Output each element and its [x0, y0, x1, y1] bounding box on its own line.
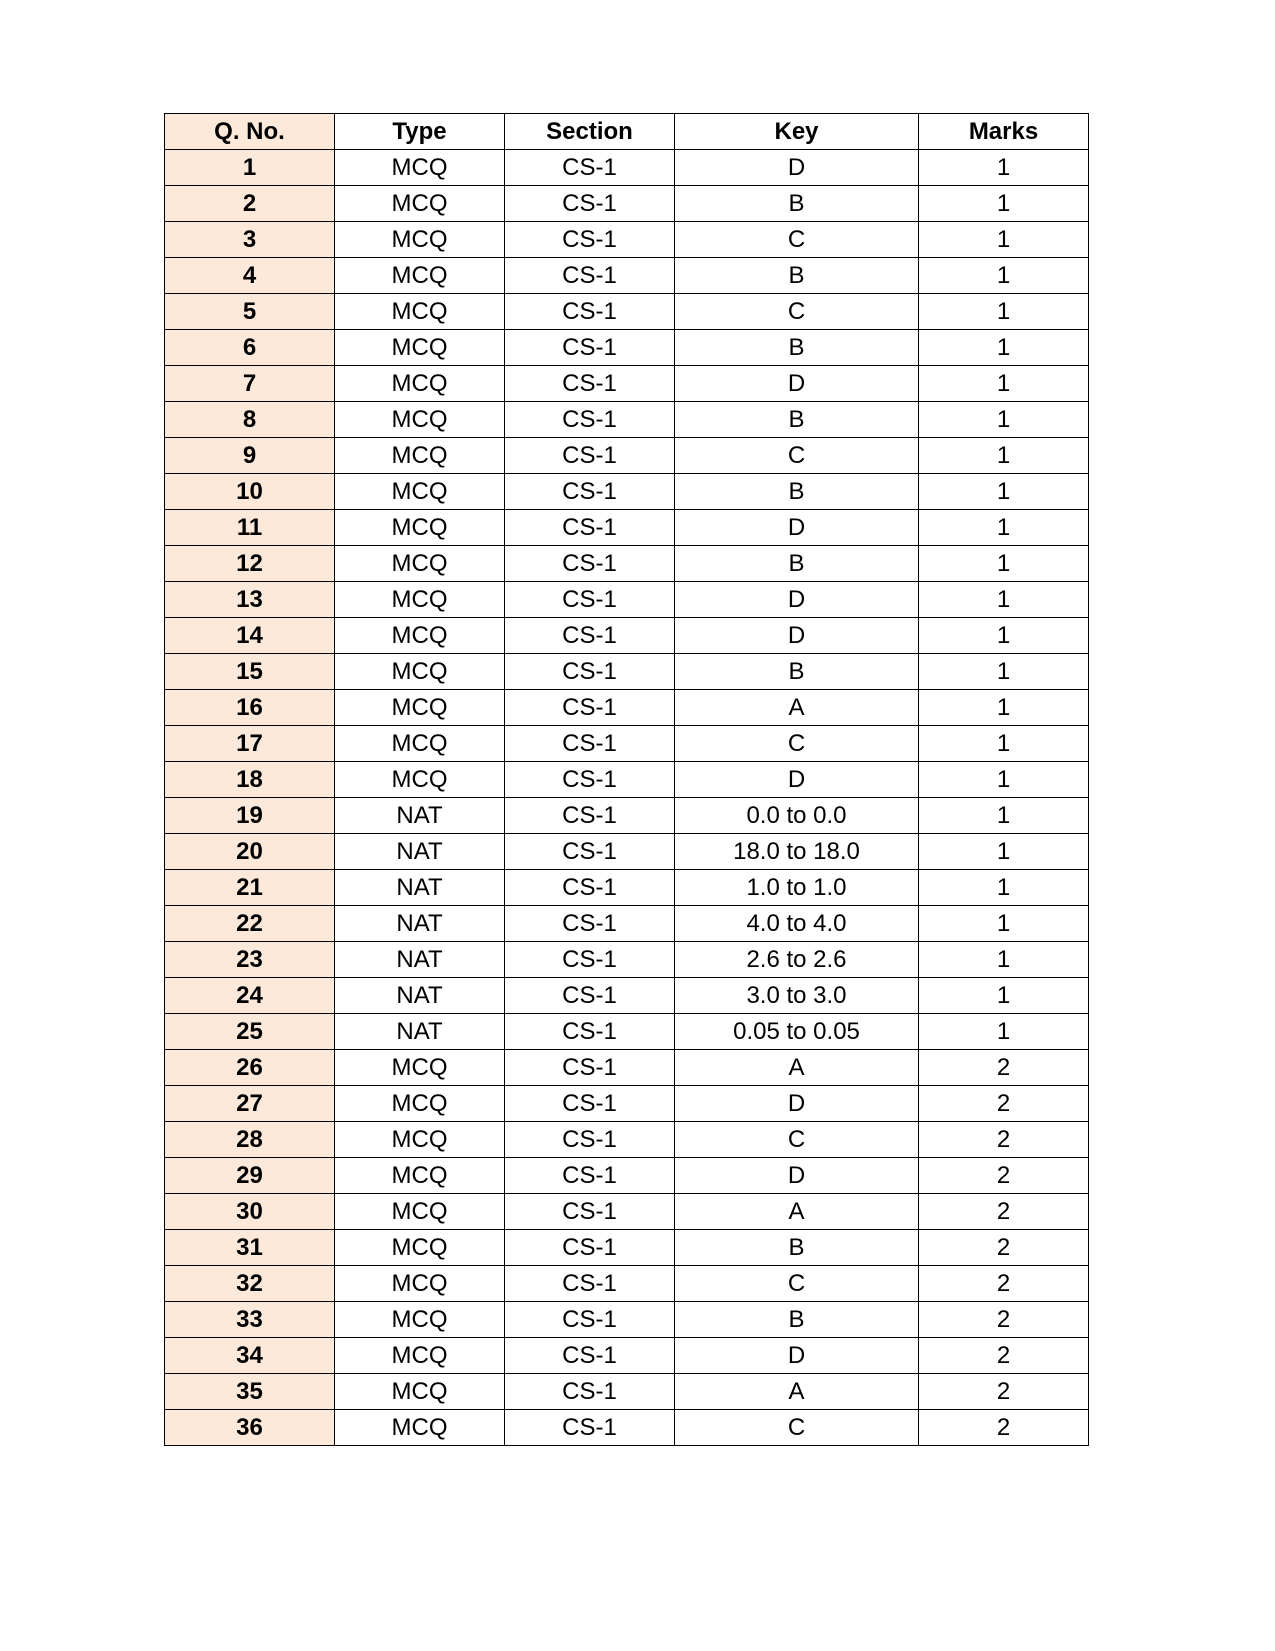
marks-cell: 2 [919, 1374, 1089, 1410]
key-cell: 0.0 to 0.0 [675, 798, 919, 834]
section-cell: CS-1 [505, 582, 675, 618]
qno-cell: 17 [165, 726, 335, 762]
qno-cell: 23 [165, 942, 335, 978]
type-cell: MCQ [335, 330, 505, 366]
type-cell: MCQ [335, 1158, 505, 1194]
table-row [165, 366, 1089, 402]
section-cell: CS-1 [505, 294, 675, 330]
key-cell: B [675, 1230, 919, 1266]
qno-cell: 5 [165, 294, 335, 330]
key-cell: C [675, 1266, 919, 1302]
key-cell: C [675, 294, 919, 330]
key-cell: C [675, 222, 919, 258]
table-row [165, 1014, 1089, 1050]
qno-cell: 14 [165, 618, 335, 654]
type-cell: NAT [335, 906, 505, 942]
qno-cell: 24 [165, 978, 335, 1014]
key-cell: 2.6 to 2.6 [675, 942, 919, 978]
qno-cell: 10 [165, 474, 335, 510]
qno-cell: 27 [165, 1086, 335, 1122]
section-cell: CS-1 [505, 1086, 675, 1122]
marks-cell: 1 [919, 222, 1089, 258]
table-row [165, 1086, 1089, 1122]
section-cell: CS-1 [505, 798, 675, 834]
marks-cell: 1 [919, 330, 1089, 366]
table-row [165, 618, 1089, 654]
key-cell: B [675, 330, 919, 366]
section-cell: CS-1 [505, 222, 675, 258]
type-cell: MCQ [335, 1230, 505, 1266]
key-cell: B [675, 546, 919, 582]
qno-cell: 4 [165, 258, 335, 294]
column-header-qno: Q. No. [165, 114, 335, 150]
qno-cell: 16 [165, 690, 335, 726]
key-cell: A [675, 1194, 919, 1230]
type-cell: NAT [335, 798, 505, 834]
table-row [165, 258, 1089, 294]
marks-cell: 2 [919, 1050, 1089, 1086]
type-cell: MCQ [335, 438, 505, 474]
section-cell: CS-1 [505, 1122, 675, 1158]
key-cell: B [675, 654, 919, 690]
type-cell: NAT [335, 870, 505, 906]
qno-cell: 11 [165, 510, 335, 546]
type-cell: MCQ [335, 1194, 505, 1230]
answer-key-table [164, 113, 1089, 1446]
key-cell: C [675, 1122, 919, 1158]
qno-cell: 15 [165, 654, 335, 690]
table-row [165, 186, 1089, 222]
column-header-marks: Marks [919, 114, 1089, 150]
section-cell: CS-1 [505, 690, 675, 726]
qno-cell: 18 [165, 762, 335, 798]
table-row [165, 1158, 1089, 1194]
type-cell: MCQ [335, 366, 505, 402]
table-row [165, 798, 1089, 834]
qno-cell: 21 [165, 870, 335, 906]
marks-cell: 1 [919, 654, 1089, 690]
marks-cell: 1 [919, 474, 1089, 510]
key-cell: C [675, 726, 919, 762]
type-cell: NAT [335, 834, 505, 870]
table-body [165, 150, 1089, 1446]
table-row [165, 834, 1089, 870]
key-cell: D [675, 510, 919, 546]
type-cell: MCQ [335, 474, 505, 510]
column-header-section: Section [505, 114, 675, 150]
marks-cell: 1 [919, 510, 1089, 546]
table-row [165, 402, 1089, 438]
qno-cell: 35 [165, 1374, 335, 1410]
qno-cell: 36 [165, 1410, 335, 1446]
table-row [165, 726, 1089, 762]
key-cell: 3.0 to 3.0 [675, 978, 919, 1014]
section-cell: CS-1 [505, 654, 675, 690]
qno-cell: 9 [165, 438, 335, 474]
section-cell: CS-1 [505, 1302, 675, 1338]
key-cell: 1.0 to 1.0 [675, 870, 919, 906]
marks-cell: 2 [919, 1122, 1089, 1158]
table-row [165, 1122, 1089, 1158]
table-row [165, 1338, 1089, 1374]
type-cell: MCQ [335, 1374, 505, 1410]
type-cell: MCQ [335, 1122, 505, 1158]
marks-cell: 1 [919, 1014, 1089, 1050]
section-cell: CS-1 [505, 834, 675, 870]
section-cell: CS-1 [505, 474, 675, 510]
marks-cell: 1 [919, 906, 1089, 942]
type-cell: MCQ [335, 1086, 505, 1122]
qno-cell: 12 [165, 546, 335, 582]
marks-cell: 2 [919, 1302, 1089, 1338]
section-cell: CS-1 [505, 762, 675, 798]
type-cell: NAT [335, 942, 505, 978]
type-cell: MCQ [335, 618, 505, 654]
marks-cell: 1 [919, 942, 1089, 978]
qno-cell: 33 [165, 1302, 335, 1338]
section-cell: CS-1 [505, 942, 675, 978]
section-cell: CS-1 [505, 1050, 675, 1086]
qno-cell: 26 [165, 1050, 335, 1086]
marks-cell: 1 [919, 366, 1089, 402]
section-cell: CS-1 [505, 546, 675, 582]
key-cell: A [675, 1050, 919, 1086]
section-cell: CS-1 [505, 870, 675, 906]
key-cell: D [675, 1086, 919, 1122]
type-cell: MCQ [335, 726, 505, 762]
type-cell: MCQ [335, 186, 505, 222]
marks-cell: 1 [919, 150, 1089, 186]
column-header-key: Key [675, 114, 919, 150]
marks-cell: 1 [919, 798, 1089, 834]
marks-cell: 1 [919, 978, 1089, 1014]
table-row [165, 870, 1089, 906]
section-cell: CS-1 [505, 618, 675, 654]
key-cell: C [675, 438, 919, 474]
type-cell: MCQ [335, 762, 505, 798]
marks-cell: 1 [919, 294, 1089, 330]
key-cell: A [675, 1374, 919, 1410]
section-cell: CS-1 [505, 906, 675, 942]
key-cell: D [675, 366, 919, 402]
section-cell: CS-1 [505, 726, 675, 762]
key-cell: D [675, 582, 919, 618]
section-cell: CS-1 [505, 402, 675, 438]
type-cell: NAT [335, 978, 505, 1014]
type-cell: MCQ [335, 654, 505, 690]
table-row [165, 1302, 1089, 1338]
key-cell: D [675, 618, 919, 654]
type-cell: MCQ [335, 294, 505, 330]
type-cell: MCQ [335, 1338, 505, 1374]
key-cell: 4.0 to 4.0 [675, 906, 919, 942]
key-cell: D [675, 1158, 919, 1194]
table-row [165, 654, 1089, 690]
qno-cell: 19 [165, 798, 335, 834]
key-cell: C [675, 1410, 919, 1446]
table-row [165, 438, 1089, 474]
key-cell: 18.0 to 18.0 [675, 834, 919, 870]
table-row [165, 330, 1089, 366]
column-header-type: Type [335, 114, 505, 150]
key-cell: A [675, 690, 919, 726]
key-cell: D [675, 1338, 919, 1374]
type-cell: MCQ [335, 690, 505, 726]
table-row [165, 474, 1089, 510]
key-cell: B [675, 474, 919, 510]
marks-cell: 1 [919, 870, 1089, 906]
table-row [165, 150, 1089, 186]
marks-cell: 2 [919, 1194, 1089, 1230]
key-cell: D [675, 762, 919, 798]
qno-cell: 29 [165, 1158, 335, 1194]
section-cell: CS-1 [505, 330, 675, 366]
marks-cell: 1 [919, 258, 1089, 294]
table-row [165, 1230, 1089, 1266]
type-cell: MCQ [335, 582, 505, 618]
marks-cell: 1 [919, 186, 1089, 222]
type-cell: MCQ [335, 1050, 505, 1086]
qno-cell: 7 [165, 366, 335, 402]
marks-cell: 1 [919, 762, 1089, 798]
marks-cell: 1 [919, 582, 1089, 618]
section-cell: CS-1 [505, 978, 675, 1014]
qno-cell: 28 [165, 1122, 335, 1158]
marks-cell: 1 [919, 402, 1089, 438]
section-cell: CS-1 [505, 150, 675, 186]
section-cell: CS-1 [505, 1374, 675, 1410]
table-row [165, 582, 1089, 618]
section-cell: CS-1 [505, 1230, 675, 1266]
marks-cell: 1 [919, 438, 1089, 474]
section-cell: CS-1 [505, 1158, 675, 1194]
table-row [165, 906, 1089, 942]
key-cell: B [675, 1302, 919, 1338]
type-cell: MCQ [335, 1302, 505, 1338]
table-row [165, 1050, 1089, 1086]
table-row [165, 762, 1089, 798]
key-cell: B [675, 186, 919, 222]
type-cell: MCQ [335, 546, 505, 582]
qno-cell: 13 [165, 582, 335, 618]
key-cell: D [675, 150, 919, 186]
type-cell: MCQ [335, 1410, 505, 1446]
qno-cell: 32 [165, 1266, 335, 1302]
marks-cell: 2 [919, 1338, 1089, 1374]
section-cell: CS-1 [505, 1014, 675, 1050]
section-cell: CS-1 [505, 1194, 675, 1230]
table-row [165, 978, 1089, 1014]
marks-cell: 1 [919, 834, 1089, 870]
marks-cell: 2 [919, 1266, 1089, 1302]
qno-cell: 25 [165, 1014, 335, 1050]
table-row [165, 294, 1089, 330]
marks-cell: 1 [919, 546, 1089, 582]
section-cell: CS-1 [505, 438, 675, 474]
marks-cell: 2 [919, 1158, 1089, 1194]
key-cell: 0.05 to 0.05 [675, 1014, 919, 1050]
section-cell: CS-1 [505, 1410, 675, 1446]
qno-cell: 30 [165, 1194, 335, 1230]
table-row [165, 942, 1089, 978]
qno-cell: 2 [165, 186, 335, 222]
table-row [165, 1266, 1089, 1302]
type-cell: MCQ [335, 1266, 505, 1302]
marks-cell: 2 [919, 1086, 1089, 1122]
qno-cell: 34 [165, 1338, 335, 1374]
qno-cell: 31 [165, 1230, 335, 1266]
type-cell: MCQ [335, 258, 505, 294]
marks-cell: 1 [919, 690, 1089, 726]
section-cell: CS-1 [505, 366, 675, 402]
key-cell: B [675, 258, 919, 294]
table-header-row [165, 114, 1089, 150]
marks-cell: 2 [919, 1230, 1089, 1266]
type-cell: MCQ [335, 222, 505, 258]
type-cell: MCQ [335, 150, 505, 186]
qno-cell: 20 [165, 834, 335, 870]
table-row [165, 510, 1089, 546]
table-row [165, 690, 1089, 726]
key-cell: B [675, 402, 919, 438]
type-cell: MCQ [335, 402, 505, 438]
table-row [165, 1374, 1089, 1410]
type-cell: MCQ [335, 510, 505, 546]
section-cell: CS-1 [505, 186, 675, 222]
qno-cell: 6 [165, 330, 335, 366]
qno-cell: 1 [165, 150, 335, 186]
table-row [165, 546, 1089, 582]
table-row [165, 1194, 1089, 1230]
section-cell: CS-1 [505, 1266, 675, 1302]
section-cell: CS-1 [505, 510, 675, 546]
qno-cell: 8 [165, 402, 335, 438]
marks-cell: 2 [919, 1410, 1089, 1446]
marks-cell: 1 [919, 618, 1089, 654]
qno-cell: 22 [165, 906, 335, 942]
type-cell: NAT [335, 1014, 505, 1050]
marks-cell: 1 [919, 726, 1089, 762]
section-cell: CS-1 [505, 258, 675, 294]
section-cell: CS-1 [505, 1338, 675, 1374]
qno-cell: 3 [165, 222, 335, 258]
table-row [165, 222, 1089, 258]
table-row [165, 1410, 1089, 1446]
